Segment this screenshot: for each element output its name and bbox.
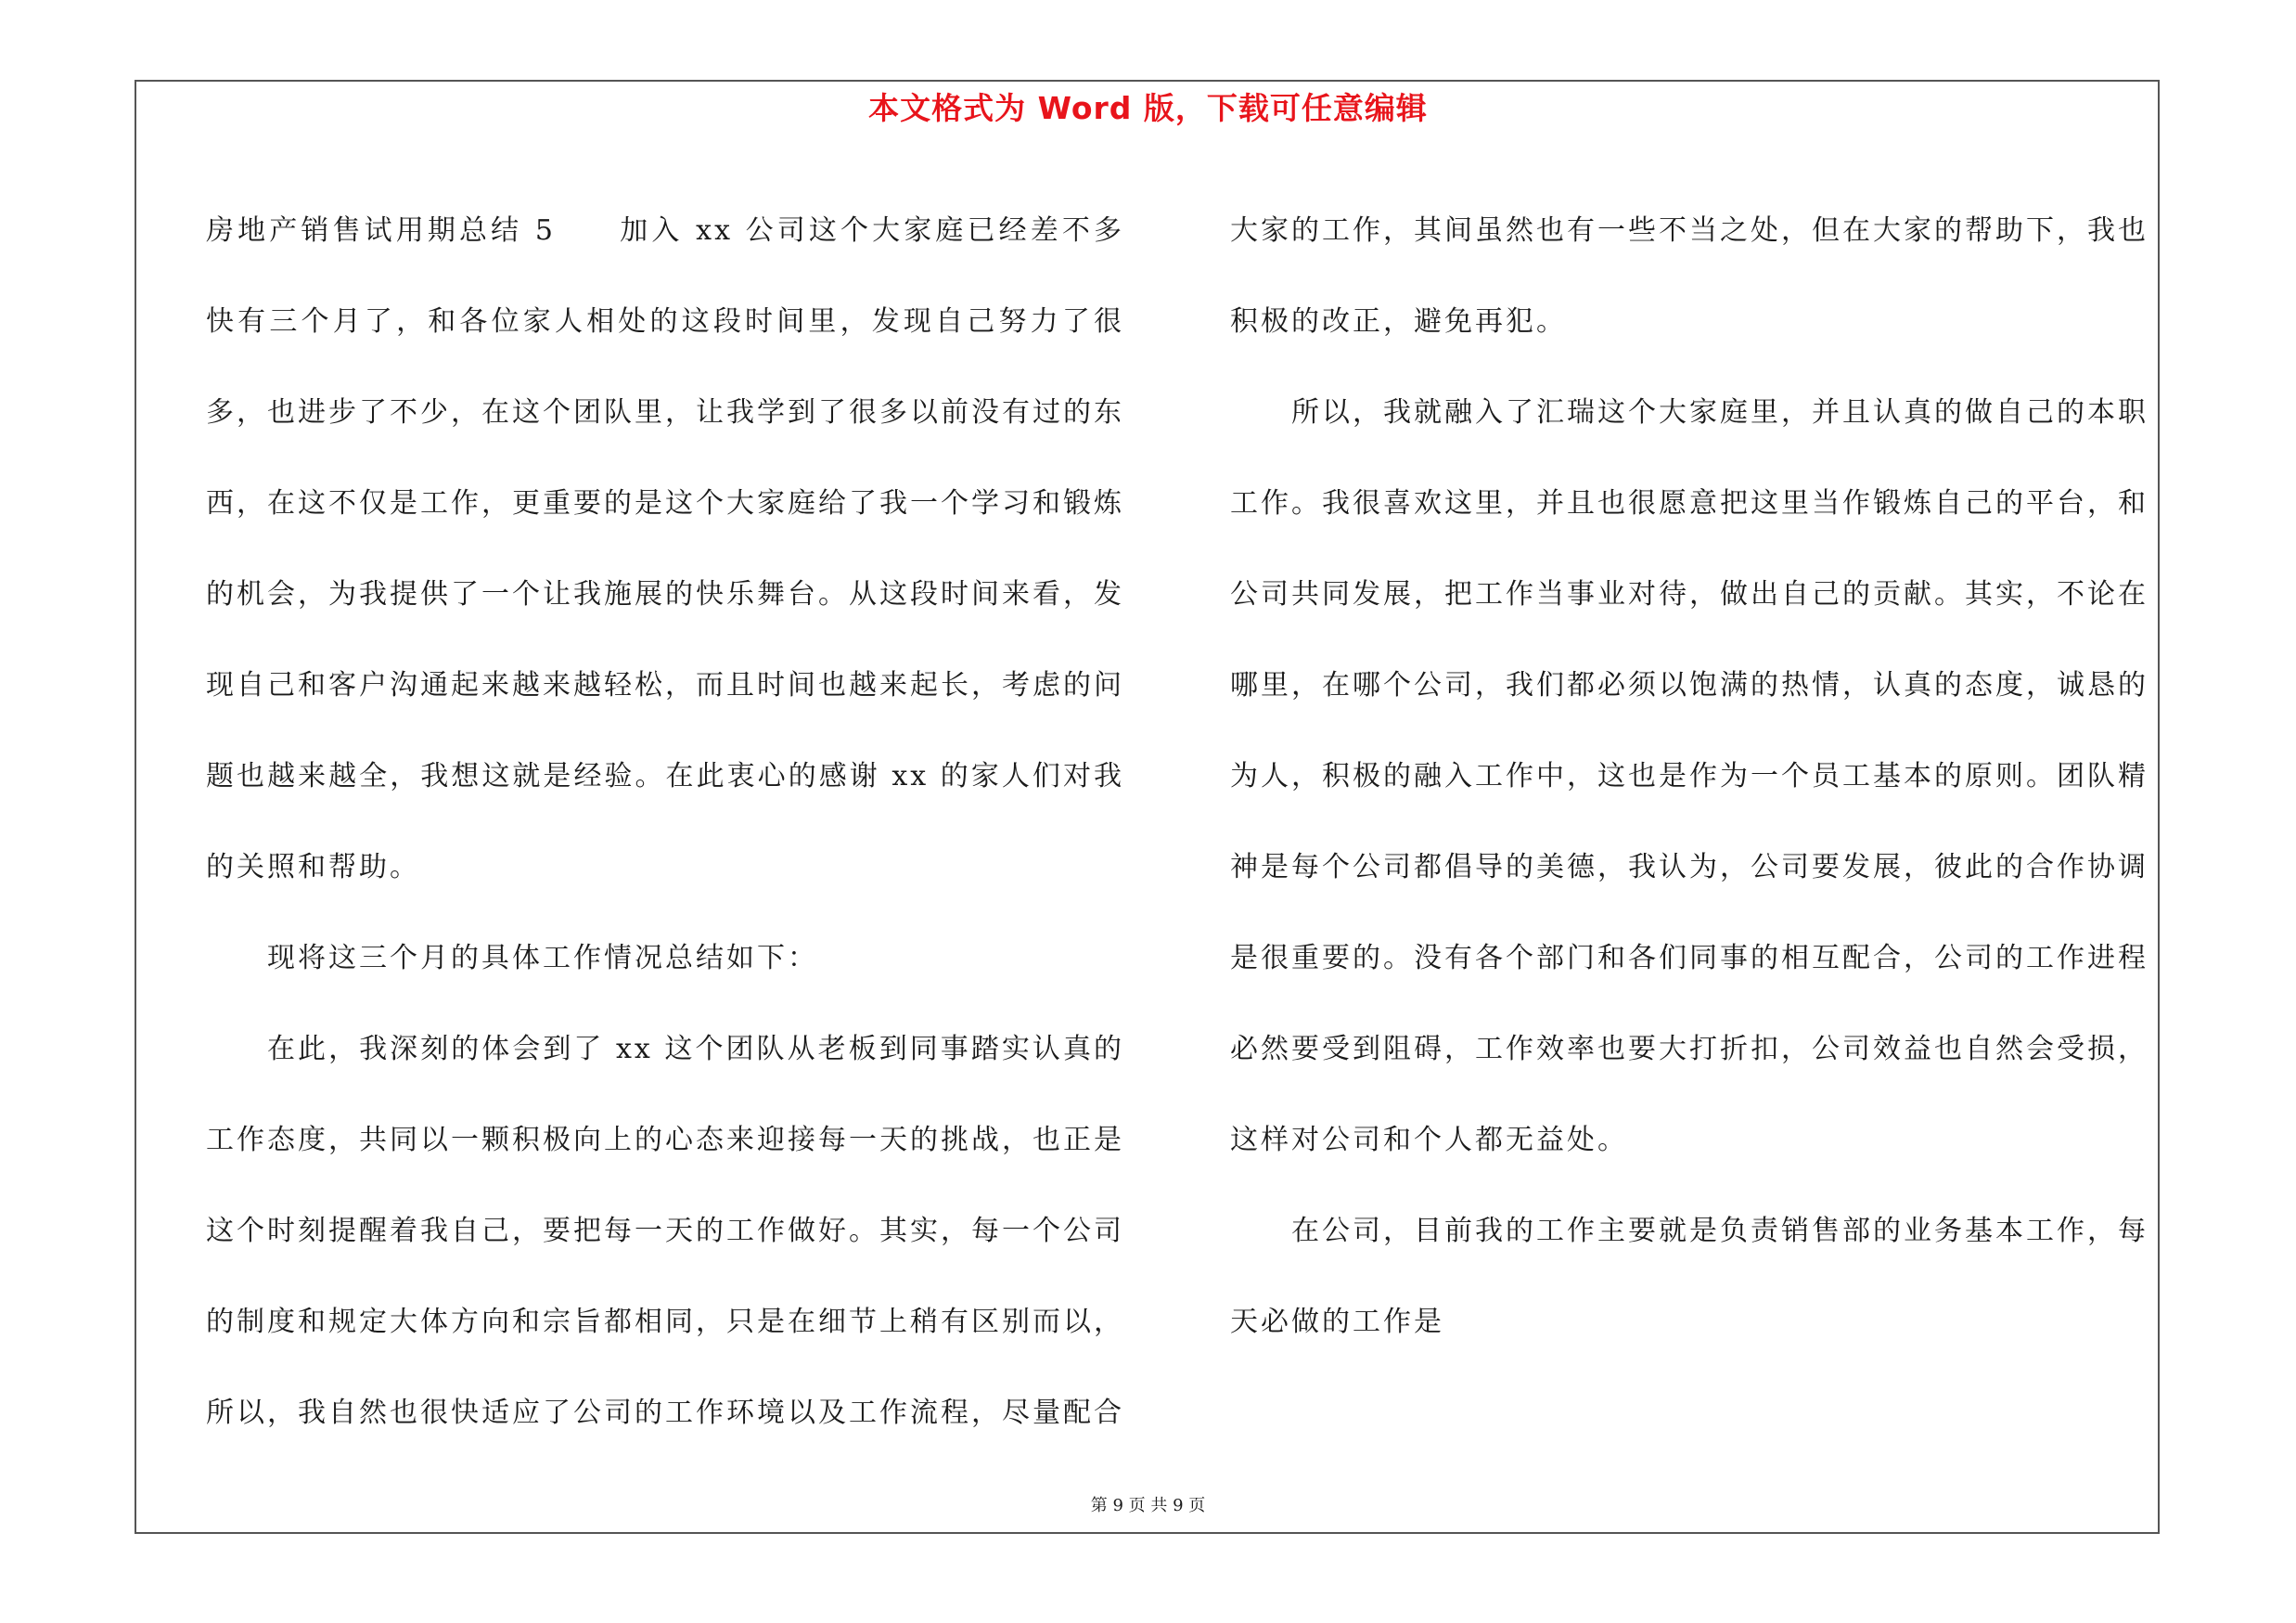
left-text-column bbox=[206, 186, 1124, 1459]
paragraph-continuation: 大家的工作，其间虽然也有一些不当之处，但在大家的帮助下，我也积极的改正，避免再犯。 bbox=[1230, 214, 2148, 338]
paragraph-intro: 房地产销售试用期总结 5 加入 xx 公司这个大家庭已经差不多快有三个月了，和各位家人相处的这段时间里，发现自己努力了很多，也进步了不少，在这个团队里，让我学到了很多以前没有过的东西，在这不仅是工作，更重要的是这个大家庭给了我一个学习和锻炼的机会，为我提供了一个让我施展的快乐舞台。从这段时间来看，发现自己和客户沟通起来越来越轻松，而且时间也越来起长，考虑的问题也越来越全，我想这就是经验。在此衷心的感谢 xx 的家人们对我的关照和帮助。 bbox=[206, 214, 1124, 883]
paragraph-team-attitude: 在此，我深刻的体会到了 xx 这个团队从老板到同事踏实认真的工作态度，共同以一颗积极向上的心态来迎接每一天的挑战，也正是这个时刻提醒着我自己，要把每一天的工作做好。其实，每一个公司的制度和规定大体方向和宗旨都相同，只是在细节上稍有区别而以，所以，我自然也很快适应了公司的工作环境以及工作流程，尽量配合 bbox=[206, 1033, 1124, 1429]
banner-text: 本文格式为 Word 版，下载可任意编辑 bbox=[868, 90, 1428, 126]
page-number: 第 9 页 共 9 页 bbox=[1090, 1496, 1206, 1515]
right-text-column bbox=[1230, 186, 2148, 1368]
paragraph-daily-work: 在公司，目前我的工作主要就是负责销售部的业务基本工作，每天必做的工作是 bbox=[1230, 1215, 2148, 1338]
paragraph-team-spirit: 所以，我就融入了汇瑞这个大家庭里，并且认真的做自己的本职工作。我很喜欢这里，并且也很愿意把这里当作锻炼自己的平台，和公司共同发展，把工作当事业对待，做出自己的贡献。其实，不论在哪里，在哪个公司，我们都必须以饱满的热情，认真的态度，诚恳的为人，积极的融入工作中，这也是作为一个员工基本的原则。团队精神是每个公司都倡导的美德，我认为，公司要发展，彼此的合作协调是很重要的。没有各个部门和各们同事的相互配合，公司的工作进程必然要受到阻碍，工作效率也要大打折扣，公司效益也自然会受损，这样对公司和个人都无益处。 bbox=[1230, 396, 2148, 1156]
paragraph-summary-lead: 现将这三个月的具体工作情况总结如下： bbox=[267, 942, 818, 974]
page-footer bbox=[0, 1494, 2296, 1518]
word-format-banner bbox=[0, 85, 2296, 132]
